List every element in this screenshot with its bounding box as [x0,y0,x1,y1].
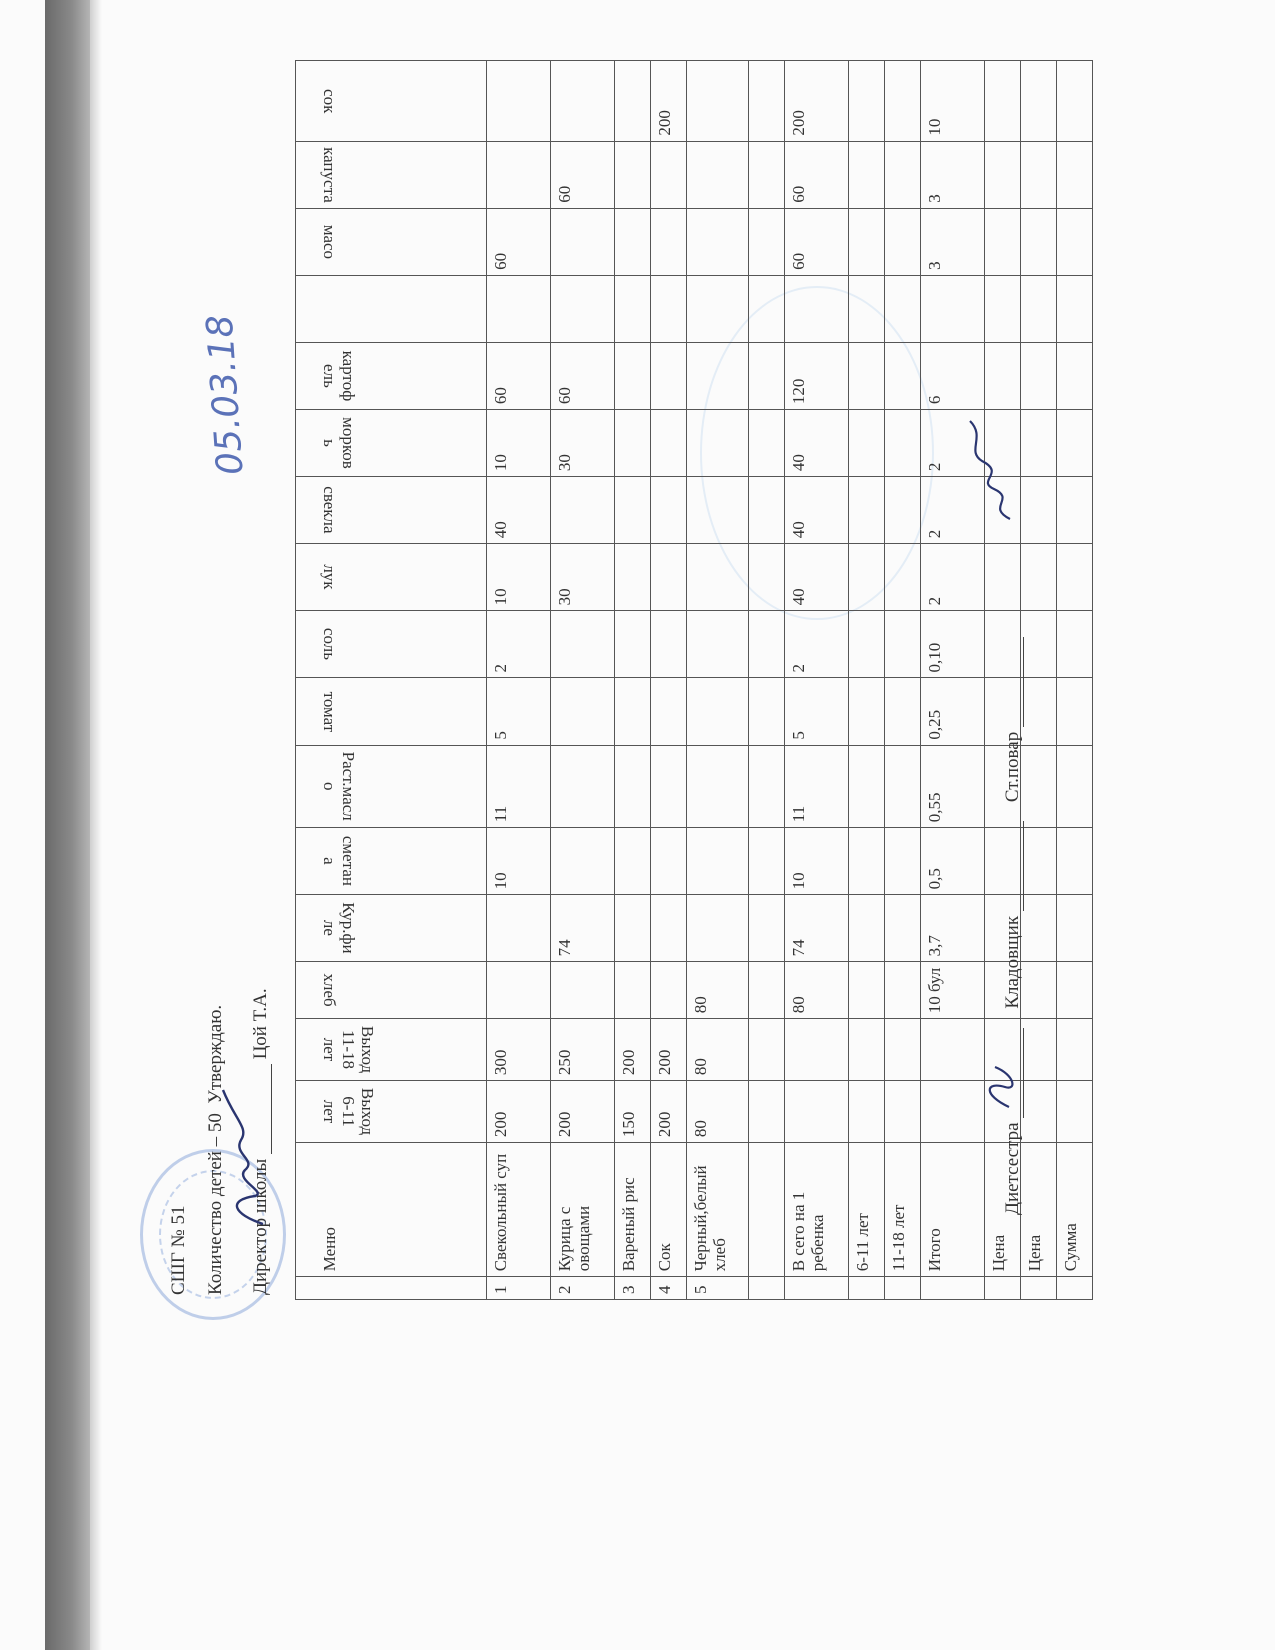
row-number: 5 [687,1277,749,1300]
column-header [296,895,487,962]
column-header [296,61,487,142]
table-cell: 200 [785,61,849,142]
table-cell [885,342,921,409]
table-cell: 2 [785,611,849,678]
column-header [296,544,487,611]
table-cell [849,1081,885,1143]
table-cell [615,342,651,409]
table-cell [651,208,687,275]
table-cell [1021,611,1057,678]
table-cell [921,275,985,342]
row-name: 11-18 лет [885,1143,921,1277]
table-cell [551,477,615,544]
table-cell: 10 [921,61,985,142]
table-cell [785,1081,849,1143]
table-cell [785,1019,849,1081]
table-cell: 3 [921,141,985,208]
table-cell: 0,55 [921,745,985,828]
table-header-row [296,61,487,1300]
table-cell [885,208,921,275]
table-cell [687,342,749,409]
table-cell: 300 [487,1019,551,1081]
table-cell [487,275,551,342]
table-cell [1057,410,1093,477]
row-name: Вареный рис [615,1143,651,1277]
table-cell: 80 [687,1019,749,1081]
column-header-label: томат [320,691,340,732]
column-header-label: морковь [320,417,359,469]
table-cell [1057,1019,1093,1081]
chef-signature-line [1003,637,1024,727]
column-header [296,410,487,477]
table-cell [551,61,615,142]
row-number [1057,1277,1093,1300]
row-name: В сего на 1 ребенка [785,1143,849,1277]
row-number: 1 [487,1277,551,1300]
table-cell [551,208,615,275]
director-label: Директор школы [250,1158,271,1295]
table-cell [849,61,885,142]
table-cell [615,410,651,477]
table-cell: 3,7 [921,895,985,962]
column-header [296,275,487,342]
table-cell: 10 [487,828,551,895]
table-cell [849,678,885,745]
table-cell [985,544,1021,611]
table-cell [749,208,785,275]
table-cell: 80 [785,962,849,1019]
column-header-label: Кур.филе [320,902,359,955]
column-header [296,611,487,678]
table-cell [849,828,885,895]
table-cell [1021,275,1057,342]
column-header-label: хлеб [320,973,340,1007]
table-cell [1021,1019,1057,1081]
table-cell: 10 [487,544,551,611]
table-cell [687,141,749,208]
row-number [785,1277,849,1300]
table-cell: 5 [785,678,849,745]
table-cell [885,410,921,477]
table-cell: 2 [921,544,985,611]
column-header-label: свекла [320,486,340,534]
table-cell [885,61,921,142]
footer-line [1002,637,1024,1215]
chef-signature [960,415,1030,525]
table-cell: 40 [785,410,849,477]
table-cell [1021,962,1057,1019]
table-cell [1057,342,1093,409]
table-row [885,61,921,1300]
column-header-label: Выход 11-18 лет [320,1026,378,1074]
table-cell [749,962,785,1019]
storekeeper-label: Кладовщик [1002,915,1023,1009]
table-cell [687,895,749,962]
table-cell: 3 [921,208,985,275]
table-cell [1057,611,1093,678]
table-cell [785,275,849,342]
table-cell [615,895,651,962]
chef-label: Ст.повар [1002,731,1023,803]
table-cell [651,544,687,611]
table-cell: 5 [487,678,551,745]
table-cell [615,745,651,828]
table-cell [849,342,885,409]
table-cell: 200 [615,1019,651,1081]
table-cell: 60 [487,208,551,275]
table-cell: 40 [785,477,849,544]
table-cell [651,895,687,962]
table-cell [749,544,785,611]
table-cell [1057,895,1093,962]
table-cell [749,275,785,342]
table-cell: 2 [921,410,985,477]
table-cell [651,678,687,745]
table-cell [687,208,749,275]
table-cell: 10 бул [921,962,985,1019]
column-header [296,477,487,544]
table-cell [749,342,785,409]
table-cell: 10 [785,828,849,895]
row-name: 6-11 лет [849,1143,885,1277]
column-header-label: лук [320,564,340,590]
table-row [487,61,551,1300]
table-cell: 10 [487,410,551,477]
table-cell [985,275,1021,342]
approve-text: Утверждаю. [205,1004,226,1104]
row-number: 3 [615,1277,651,1300]
table-cell [1021,342,1057,409]
table-cell: 60 [551,141,615,208]
row-number [749,1277,785,1300]
row-number: 4 [651,1277,687,1300]
table-row [1021,61,1057,1300]
table-cell: 40 [487,477,551,544]
row-name: Свекольный суп [487,1143,551,1277]
column-header [296,1081,487,1143]
table-cell [849,895,885,962]
table-cell: 30 [551,544,615,611]
table-cell: 60 [487,342,551,409]
row-number [849,1277,885,1300]
table-cell [849,208,885,275]
table-cell [1021,828,1057,895]
school-title: СШГ № 51 [168,1205,189,1295]
row-name [749,1143,785,1277]
table-cell [615,61,651,142]
table-cell [1021,745,1057,828]
column-header-label: Выход 6-11 лет [320,1087,378,1136]
menu-table-body [296,61,1093,1300]
table-cell [985,141,1021,208]
table-cell: 2 [921,477,985,544]
table-row [615,61,651,1300]
table-cell: 0,5 [921,828,985,895]
table-cell [885,678,921,745]
table-cell [651,477,687,544]
table-cell [1021,1081,1057,1143]
table-cell [687,275,749,342]
director-signature [215,1080,275,1230]
table-cell [749,141,785,208]
row-name: Сок [651,1143,687,1277]
table-cell [687,678,749,745]
table-cell [487,962,551,1019]
table-cell [749,410,785,477]
table-cell [849,611,885,678]
table-cell: 0,10 [921,611,985,678]
table-cell [1021,141,1057,208]
table-cell [1021,895,1057,962]
column-header-label: сок [320,88,340,113]
table-cell [849,275,885,342]
table-cell [985,208,1021,275]
table-cell [615,678,651,745]
table-row [687,61,749,1300]
table-cell [1057,678,1093,745]
column-header-label: сметана [320,836,359,887]
dietitian-label: Диетсестра [1002,1122,1023,1215]
table-cell: 200 [551,1081,615,1143]
table-cell [749,745,785,828]
table-cell [885,275,921,342]
row-number [985,1277,1021,1300]
row-name: Черный,белый хлеб [687,1143,749,1277]
director-name: Цой Т.А. [250,988,271,1060]
table-cell [885,962,921,1019]
table-cell [615,275,651,342]
handwritten-date: 05.03.18 [199,313,252,477]
column-header [296,678,487,745]
row-number [1021,1277,1057,1300]
table-cell [651,611,687,678]
table-cell: 80 [687,1081,749,1143]
table-cell [487,141,551,208]
table-cell: 60 [785,141,849,208]
table-cell [551,745,615,828]
table-cell [1021,208,1057,275]
table-cell [651,141,687,208]
table-cell [749,1019,785,1081]
table-cell [1057,544,1093,611]
table-cell [615,611,651,678]
table-cell [885,895,921,962]
header-num-cell [296,1277,487,1300]
table-cell [1057,208,1093,275]
menu-table [295,60,1093,1300]
table-cell [1057,745,1093,828]
table-cell [1057,141,1093,208]
table-cell [849,1019,885,1081]
column-header [296,1019,487,1081]
column-header [296,342,487,409]
table-cell [651,745,687,828]
column-header-label: картофель [320,350,359,402]
table-cell [651,342,687,409]
table-cell: 60 [785,208,849,275]
row-name: Сумма [1057,1143,1093,1277]
table-cell [551,828,615,895]
dietitian-signature [975,1055,1025,1115]
row-number: 2 [551,1277,615,1300]
table-cell [1057,477,1093,544]
table-cell [749,828,785,895]
table-cell [749,1081,785,1143]
row-name: Цена [1021,1143,1057,1277]
table-cell [885,611,921,678]
table-cell [615,962,651,1019]
row-number [921,1277,985,1300]
column-header-label: соль [320,628,340,661]
table-cell: 200 [651,1019,687,1081]
table-cell [1057,61,1093,142]
table-cell [651,962,687,1019]
header-menu-cell: Меню [296,1143,487,1277]
table-cell [985,342,1021,409]
children-count: Количество детей – 50 [205,1113,226,1295]
table-row [651,61,687,1300]
storekeeper-signature-line [1003,821,1024,911]
table-cell: 74 [785,895,849,962]
table-cell [551,275,615,342]
column-header [296,745,487,828]
table-cell [749,61,785,142]
table-cell [749,611,785,678]
column-header [296,208,487,275]
table-cell [849,477,885,544]
table-cell: 40 [785,544,849,611]
table-cell [849,745,885,828]
table-cell [487,895,551,962]
table-cell [615,544,651,611]
table-cell [885,544,921,611]
table-cell: 200 [651,1081,687,1143]
table-cell [687,745,749,828]
table-cell [885,141,921,208]
table-row [749,61,785,1300]
table-cell [651,828,687,895]
table-cell [651,410,687,477]
table-cell [551,962,615,1019]
row-name: Курица с овощами [551,1143,615,1277]
table-row [849,61,885,1300]
table-cell [749,895,785,962]
table-cell [687,544,749,611]
column-header [296,828,487,895]
table-cell: 150 [615,1081,651,1143]
table-cell [1057,275,1093,342]
table-cell [885,745,921,828]
table-cell: 200 [487,1081,551,1143]
column-header-label: масо [320,224,340,259]
table-cell: 80 [687,962,749,1019]
table-cell [985,61,1021,142]
column-header-label: Раст.масло [320,751,359,821]
table-cell [687,477,749,544]
table-cell: 0,25 [921,678,985,745]
row-name: Цена [985,1143,1021,1277]
column-header-label: капуста [320,146,340,203]
table-cell [849,962,885,1019]
table-cell [849,544,885,611]
column-header [296,962,487,1019]
table-cell [849,410,885,477]
table-cell [651,275,687,342]
table-cell [615,141,651,208]
table-cell [615,208,651,275]
table-cell [1057,962,1093,1019]
table-cell: 250 [551,1019,615,1081]
table-cell [885,828,921,895]
table-cell: 74 [551,895,615,962]
table-cell [885,477,921,544]
table-cell [749,678,785,745]
table-cell [551,678,615,745]
table-cell [749,477,785,544]
table-cell: 120 [785,342,849,409]
table-cell [687,828,749,895]
table-cell: 30 [551,410,615,477]
table-cell [1057,1081,1093,1143]
table-cell [885,1019,921,1081]
row-number [885,1277,921,1300]
table-cell: 11 [487,745,551,828]
table-cell: 200 [651,61,687,142]
table-cell [687,410,749,477]
table-cell [487,61,551,142]
column-header [296,141,487,208]
table-cell: 11 [785,745,849,828]
row-name: Итого [921,1143,985,1277]
table-cell [687,611,749,678]
table-cell [1021,678,1057,745]
table-row [1057,61,1093,1300]
table-cell: 6 [921,342,985,409]
table-cell [1021,544,1057,611]
table-cell [849,141,885,208]
table-cell [885,1081,921,1143]
table-cell [615,477,651,544]
table-cell [1057,828,1093,895]
table-cell: 2 [487,611,551,678]
table-row [551,61,615,1300]
table-cell [1021,61,1057,142]
table-row [785,61,849,1300]
table-cell: 60 [551,342,615,409]
table-cell [551,611,615,678]
table-cell [687,61,749,142]
table-cell [615,828,651,895]
